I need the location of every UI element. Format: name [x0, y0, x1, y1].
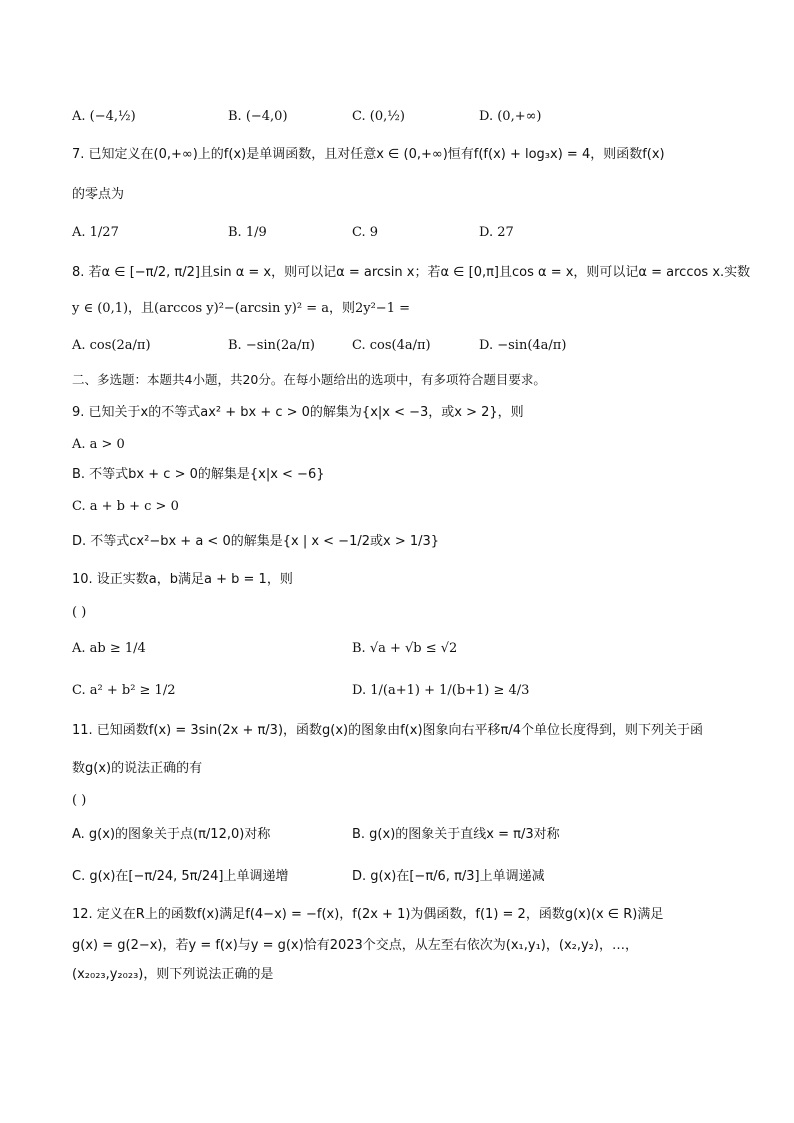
q10-option-b: B. √a + √b ≤ √2 [352, 641, 458, 656]
q7-stem-line2: 的零点为 [72, 187, 125, 202]
q8-option-c: C. cos(4a/π) [352, 338, 431, 353]
q9-option-b: B. 不等式bx + c > 0的解集是{x|x < −6} [72, 467, 325, 482]
q9-stem: 9. 已知关于x的不等式ax² + bx + c > 0的解集为{x|x < −3，或x > 2}，则 [72, 405, 524, 420]
q7-option-d: D. 27 [479, 225, 514, 240]
section-heading-multiple-choice: 二、多选题：本题共4小题，共20分。在每小题给出的选项中，有多项符合题目要求。 [72, 372, 546, 387]
q8-option-d: D. −sin(4a/π) [479, 338, 567, 353]
q12-stem-line1: 12. 定义在R上的函数f(x)满足f(4−x) = −f(x)，f(2x + 1)为偶函数，f(1) = 2，函数g(x)(x ∈ R)满足 [72, 907, 664, 922]
q10-option-a: A. ab ≥ 1/4 [72, 641, 146, 656]
q6-option-b: B. (−4,0) [228, 109, 288, 124]
q11-answer-paren: ( ) [72, 793, 87, 808]
q11-option-c: C. g(x)在[−π/24, 5π/24]上单调递增 [72, 869, 289, 884]
q11-option-b: B. g(x)的图象关于直线x = π/3对称 [352, 827, 560, 842]
q6-option-a: A. (−4,½) [72, 109, 136, 124]
q6-option-d: D. (0,+∞) [479, 109, 542, 124]
q7-stem-line1: 7. 已知定义在(0,+∞)上的f(x)是单调函数，且对任意x ∈ (0,+∞)恒有f(f(x) + log₃x) = 4，则函数f(x) [72, 147, 665, 162]
q10-stem: 10. 设正实数a，b满足a + b = 1，则 [72, 572, 293, 587]
q8-option-a: A. cos(2a/π) [72, 338, 151, 353]
q10-answer-paren: ( ) [72, 605, 87, 620]
q6-option-c: C. (0,½) [352, 109, 405, 124]
q9-option-d: D. 不等式cx²−bx + a < 0的解集是{x | x < −1/2或x > 1/3} [72, 534, 440, 549]
q9-option-a: A. a > 0 [72, 437, 125, 452]
q8-stem-line1: 8. 若α ∈ [−π/2, π/2]且sin α = x，则可以记α = arcsin x；若α ∈ [0,π]且cos α = x，则可以记α = arccos x.实数 [72, 265, 751, 280]
q8-option-b: B. −sin(2a/π) [228, 338, 316, 353]
q11-stem-line2: 数g(x)的说法正确的有 [72, 761, 203, 776]
q11-option-d: D. g(x)在[−π/6, π/3]上单调递减 [352, 869, 545, 884]
q7-option-a: A. 1/27 [72, 225, 119, 240]
q10-option-c: C. a² + b² ≥ 1/2 [72, 683, 176, 698]
q12-stem-line2: g(x) = g(2−x)，若y = f(x)与y = g(x)恰有2023个交点，从左至右依次为(x₁,y₁)，(x₂,y₂)，…， [72, 938, 638, 953]
q11-stem-line1: 11. 已知函数f(x) = 3sin(2x + π/3)，函数g(x)的图象由f(x)图象向右平移π/4个单位长度得到，则下列关于函 [72, 723, 703, 738]
q12-stem-line3: (x₂₀₂₃,y₂₀₂₃)，则下列说法正确的是 [72, 967, 274, 982]
q8-stem-line2: y ∈ (0,1)，且(arccos y)²−(arcsin y)² = a，则2y²−1 = [72, 301, 411, 316]
q9-option-c: C. a + b + c > 0 [72, 499, 179, 514]
q7-option-c: C. 9 [352, 225, 379, 240]
q11-option-a: A. g(x)的图象关于点(π/12,0)对称 [72, 827, 271, 842]
q7-option-b: B. 1/9 [228, 225, 267, 240]
q10-option-d: D. 1/(a+1) + 1/(b+1) ≥ 4/3 [352, 683, 530, 698]
